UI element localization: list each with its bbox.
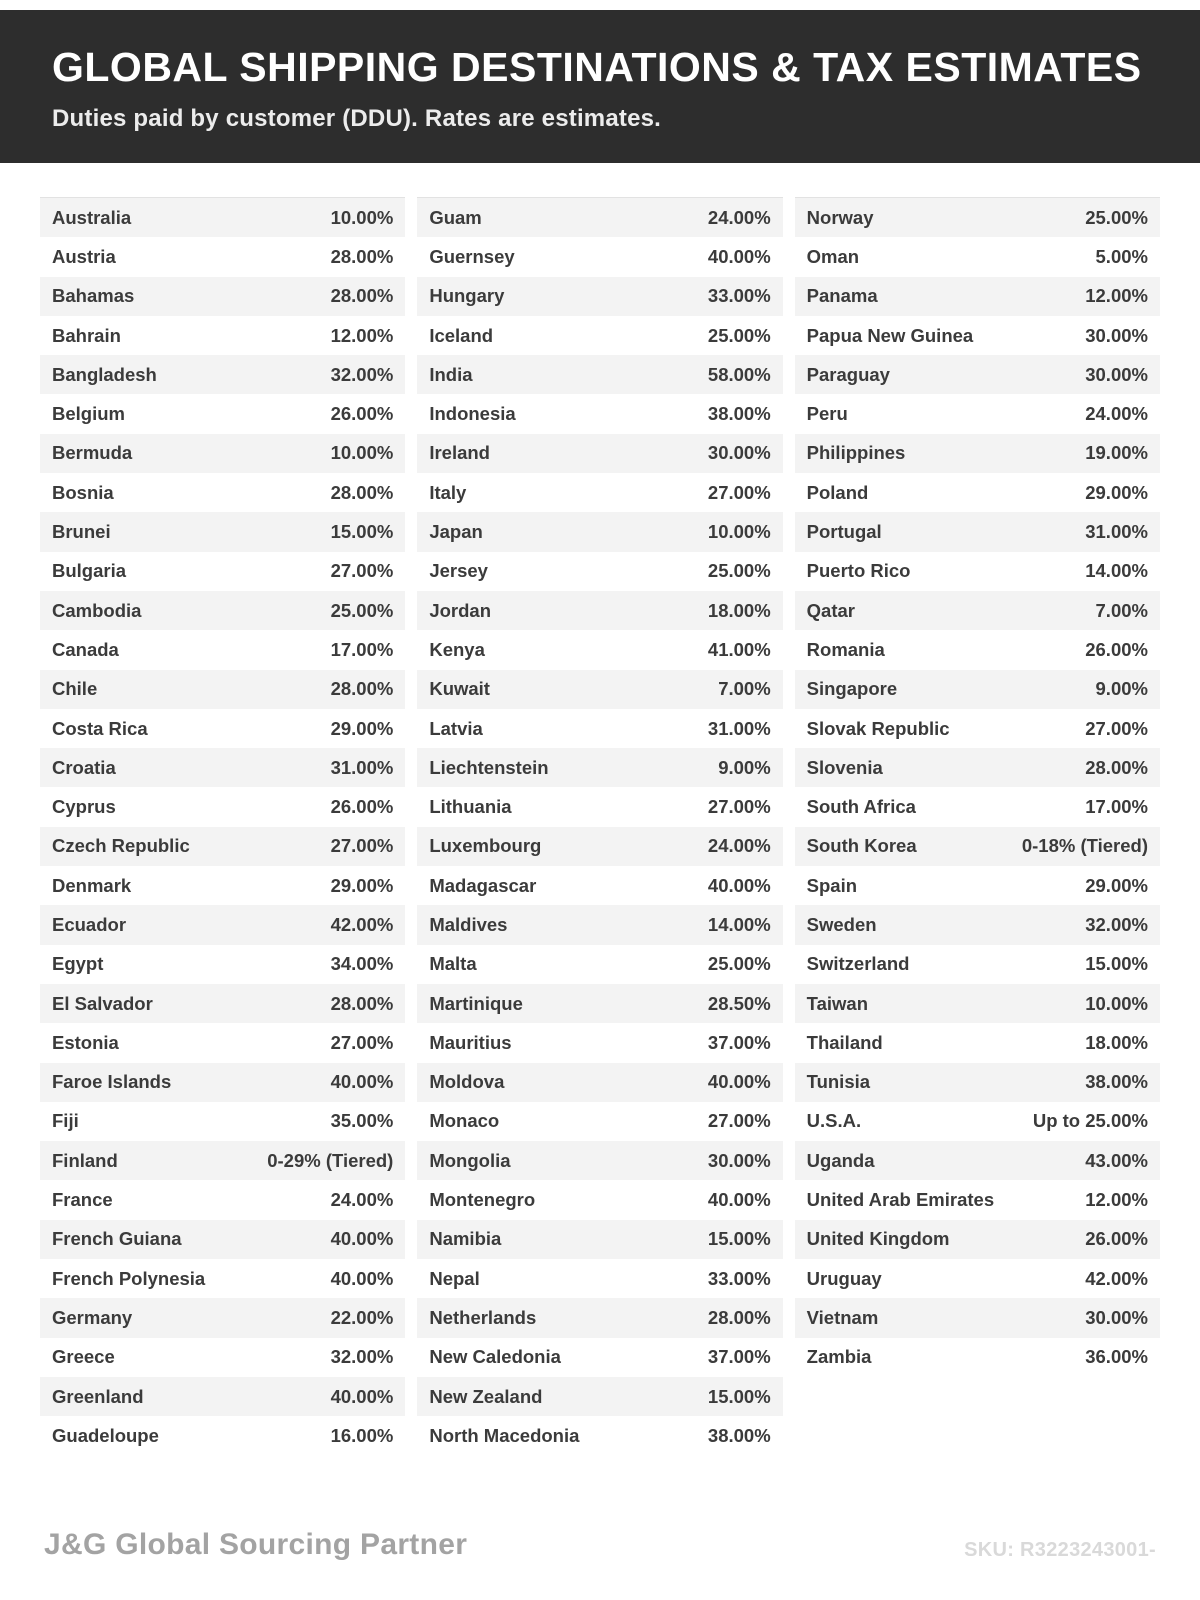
country-name: Moldova <box>429 1071 505 1093</box>
tax-rate: 5.00% <box>1095 245 1148 267</box>
table-row <box>40 1141 405 1180</box>
tax-rate: 31.00% <box>1085 521 1148 543</box>
table-row <box>417 748 782 787</box>
country-name: South Korea <box>806 835 917 857</box>
table-row <box>40 591 405 630</box>
country-name: Indonesia <box>429 403 516 425</box>
tax-rate: 27.00% <box>1085 717 1148 739</box>
table-row <box>795 787 1160 826</box>
table-row <box>795 1180 1160 1219</box>
table-row <box>417 1180 782 1219</box>
table-row <box>795 552 1160 591</box>
table-row <box>40 866 405 905</box>
tax-rate: 15.00% <box>707 1228 771 1250</box>
table-row <box>417 591 782 630</box>
tax-rate: 35.00% <box>330 1110 394 1132</box>
tax-rate: 34.00% <box>330 953 394 975</box>
country-name: Spain <box>806 874 858 896</box>
tax-rate: 9.00% <box>1095 678 1148 700</box>
country-name: Cyprus <box>52 796 116 818</box>
country-name: Papua New Guinea <box>806 324 974 346</box>
tax-rate: 12.00% <box>1085 285 1148 307</box>
table-row <box>40 984 405 1023</box>
tax-rate: 25.00% <box>707 560 771 582</box>
table-row <box>417 198 782 237</box>
table-row <box>40 1338 405 1377</box>
country-name: Qatar <box>806 599 855 621</box>
table-row <box>40 394 405 433</box>
tax-rate: 38.00% <box>1085 1071 1148 1093</box>
table-row <box>40 1063 405 1102</box>
tax-rate: 27.00% <box>707 481 771 503</box>
tax-rate: 18.00% <box>707 599 771 621</box>
tax-rate: 32.00% <box>330 1346 394 1368</box>
tax-rate: 9.00% <box>718 756 771 778</box>
country-name: Germany <box>52 1306 133 1328</box>
table-row <box>40 316 405 355</box>
table-row <box>417 945 782 984</box>
tax-rate: 27.00% <box>330 1031 394 1053</box>
tax-rate: 16.00% <box>330 1424 394 1446</box>
tax-rate: 17.00% <box>1085 796 1148 818</box>
table-row <box>417 1338 782 1377</box>
tax-rate: 14.00% <box>707 913 771 935</box>
table-row <box>40 1220 405 1259</box>
table-row <box>417 905 782 944</box>
country-name: North Macedonia <box>429 1424 580 1446</box>
tax-rate: 19.00% <box>1085 442 1148 464</box>
tax-rate: 30.00% <box>1085 1306 1148 1328</box>
tax-rate: 15.00% <box>707 1385 771 1407</box>
tax-rate: 40.00% <box>707 1189 771 1211</box>
tax-rate: 40.00% <box>707 245 771 267</box>
table-row <box>40 355 405 394</box>
tax-rate: 31.00% <box>707 717 771 739</box>
country-name: Latvia <box>429 717 483 739</box>
tax-rate: 28.00% <box>707 1306 771 1328</box>
country-name: Ireland <box>429 442 490 464</box>
table-row <box>40 198 405 237</box>
table-row <box>417 473 782 512</box>
table-row <box>417 394 782 433</box>
table-row <box>795 905 1160 944</box>
table-row <box>795 355 1160 394</box>
country-name: Mongolia <box>429 1149 511 1171</box>
table-row <box>795 1102 1160 1141</box>
table-row <box>417 1063 782 1102</box>
country-name: Guam <box>429 206 482 228</box>
table-row <box>417 630 782 669</box>
country-name: Bermuda <box>52 442 133 464</box>
table-row <box>40 709 405 748</box>
country-name: Norway <box>806 206 874 228</box>
country-name: Jordan <box>429 599 492 621</box>
country-name: Paraguay <box>806 363 890 385</box>
table-row <box>795 709 1160 748</box>
country-name: Kuwait <box>429 678 490 700</box>
country-name: South Africa <box>806 796 916 818</box>
table-row <box>40 1259 405 1298</box>
table-row <box>795 1259 1160 1298</box>
tax-rate: 10.00% <box>1085 992 1148 1014</box>
country-name: Faroe Islands <box>52 1071 172 1093</box>
tax-rate: 43.00% <box>1085 1149 1148 1171</box>
tax-rate: 36.00% <box>1085 1346 1148 1368</box>
tax-rate: 25.00% <box>330 599 394 621</box>
country-name: Cambodia <box>52 599 142 621</box>
table-row <box>795 198 1160 237</box>
country-name: Bulgaria <box>52 560 127 582</box>
table-row <box>417 1259 782 1298</box>
table-row <box>40 1377 405 1416</box>
tax-rate: 24.00% <box>1085 403 1148 425</box>
tax-rate: 24.00% <box>707 835 771 857</box>
country-name: Estonia <box>52 1031 119 1053</box>
table-row <box>417 866 782 905</box>
country-name: Slovak Republic <box>806 717 950 739</box>
tax-rate: 30.00% <box>707 442 771 464</box>
country-name: Peru <box>806 403 848 425</box>
country-name: India <box>429 363 473 385</box>
tax-rate: Up to 25.00% <box>1032 1110 1148 1132</box>
tax-rate: 18.00% <box>1085 1031 1148 1053</box>
country-name: Zambia <box>806 1346 872 1368</box>
table-row <box>795 512 1160 551</box>
country-name: Nepal <box>429 1267 480 1289</box>
country-name: Singapore <box>806 678 898 700</box>
country-name: Sweden <box>806 913 877 935</box>
table-row <box>417 1141 782 1180</box>
table-row <box>40 473 405 512</box>
country-name: U.S.A. <box>806 1110 862 1132</box>
country-name: Bahamas <box>52 285 135 307</box>
country-name: Chile <box>52 678 98 700</box>
tax-rate: 28.00% <box>330 245 394 267</box>
tax-rate: 27.00% <box>707 796 771 818</box>
table-row <box>40 1298 405 1337</box>
country-name: Montenegro <box>429 1189 536 1211</box>
tax-rate: 7.00% <box>718 678 771 700</box>
tax-rate: 40.00% <box>330 1071 394 1093</box>
country-name: Australia <box>52 206 132 228</box>
country-name: Belgium <box>52 403 125 425</box>
tax-rate: 27.00% <box>330 835 394 857</box>
country-name: Czech Republic <box>52 835 190 857</box>
table-row <box>795 630 1160 669</box>
country-name: Netherlands <box>429 1306 537 1328</box>
rates-column <box>40 197 405 1456</box>
table-row <box>417 1102 782 1141</box>
page-footer <box>0 1528 1200 1562</box>
country-name: Philippines <box>806 442 906 464</box>
country-name: French Polynesia <box>52 1267 206 1289</box>
tax-rate: 40.00% <box>707 1071 771 1093</box>
country-name: Oman <box>806 245 860 267</box>
tax-rate: 30.00% <box>1085 363 1148 385</box>
tax-rate: 10.00% <box>330 206 394 228</box>
table-row <box>417 1220 782 1259</box>
country-name: Austria <box>52 245 116 267</box>
country-name: New Zealand <box>429 1385 543 1407</box>
tax-rate: 32.00% <box>330 363 394 385</box>
table-row <box>417 1023 782 1062</box>
tax-rate: 24.00% <box>330 1189 394 1211</box>
table-row <box>795 984 1160 1023</box>
country-name: Kenya <box>429 638 485 660</box>
tax-rate: 42.00% <box>1085 1267 1148 1289</box>
country-name: Greenland <box>52 1385 144 1407</box>
tax-rate: 27.00% <box>707 1110 771 1132</box>
tax-rate: 41.00% <box>707 638 771 660</box>
tax-rate: 37.00% <box>707 1031 771 1053</box>
table-row <box>40 748 405 787</box>
table-row <box>40 945 405 984</box>
country-name: Poland <box>806 481 869 503</box>
country-name: United Kingdom <box>806 1228 950 1250</box>
tax-rate: 58.00% <box>707 363 771 385</box>
tax-rate: 25.00% <box>707 324 771 346</box>
tax-rate: 26.00% <box>1085 1228 1148 1250</box>
rates-columns <box>0 197 1200 1456</box>
tax-rate: 40.00% <box>707 874 771 896</box>
tax-rate: 26.00% <box>1085 638 1148 660</box>
country-name: France <box>52 1189 113 1211</box>
country-name: Canada <box>52 638 119 660</box>
country-name: French Guiana <box>52 1228 182 1250</box>
rates-column <box>417 197 782 1456</box>
country-name: Switzerland <box>806 953 910 975</box>
tax-rate: 12.00% <box>330 324 394 346</box>
country-name: Slovenia <box>806 756 883 778</box>
country-name: Martinique <box>429 992 523 1014</box>
country-name: El Salvador <box>52 992 153 1014</box>
page-title: GLOBAL SHIPPING DESTINATIONS & TAX ESTIMATES <box>52 44 1142 90</box>
table-row <box>417 787 782 826</box>
country-name: Uganda <box>806 1149 875 1171</box>
country-name: Guernsey <box>429 245 515 267</box>
country-name: Bahrain <box>52 324 121 346</box>
tax-rate: 29.00% <box>1085 481 1148 503</box>
country-name: Romania <box>806 638 885 660</box>
tax-rate: 17.00% <box>330 638 394 660</box>
page-header <box>0 10 1200 163</box>
table-row <box>417 552 782 591</box>
table-row <box>795 277 1160 316</box>
tax-rate: 40.00% <box>330 1228 394 1250</box>
country-name: Maldives <box>429 913 508 935</box>
country-name: Iceland <box>429 324 494 346</box>
country-name: Guadeloupe <box>52 1424 159 1446</box>
country-name: Hungary <box>429 285 505 307</box>
country-name: Bangladesh <box>52 363 157 385</box>
country-name: Japan <box>429 521 483 543</box>
tax-rate: 25.00% <box>1085 206 1148 228</box>
tax-rate: 28.00% <box>330 481 394 503</box>
table-row <box>795 748 1160 787</box>
table-row <box>417 1377 782 1416</box>
country-name: Thailand <box>806 1031 883 1053</box>
country-name: Costa Rica <box>52 717 148 739</box>
table-row <box>40 277 405 316</box>
tax-rate: 0-29% (Tiered) <box>267 1149 394 1171</box>
country-name: Luxembourg <box>429 835 542 857</box>
country-name: Greece <box>52 1346 115 1368</box>
page-subtitle: Duties paid by customer (DDU). Rates are estimates. <box>52 105 662 132</box>
table-row <box>795 316 1160 355</box>
table-row <box>40 630 405 669</box>
country-name: Tunisia <box>806 1071 871 1093</box>
country-name: Taiwan <box>806 992 868 1014</box>
table-row <box>795 1141 1160 1180</box>
table-row <box>40 905 405 944</box>
tax-rate: 26.00% <box>330 796 394 818</box>
tax-rate: 40.00% <box>330 1385 394 1407</box>
table-row <box>417 277 782 316</box>
country-name: Portugal <box>806 521 882 543</box>
tax-rate: 33.00% <box>707 1267 771 1289</box>
country-name: Egypt <box>52 953 104 975</box>
country-name: Fiji <box>52 1110 79 1132</box>
tax-rate: 12.00% <box>1085 1189 1148 1211</box>
country-name: Denmark <box>52 874 132 896</box>
tax-rate: 38.00% <box>707 403 771 425</box>
tax-rate: 10.00% <box>330 442 394 464</box>
table-row <box>795 591 1160 630</box>
tax-rate: 29.00% <box>1085 874 1148 896</box>
country-name: United Arab Emirates <box>806 1189 995 1211</box>
tax-rate: 40.00% <box>330 1267 394 1289</box>
table-row <box>795 1063 1160 1102</box>
tax-rate: 26.00% <box>330 403 394 425</box>
table-row <box>795 827 1160 866</box>
table-row <box>795 670 1160 709</box>
country-name: Bosnia <box>52 481 114 503</box>
table-row <box>40 1023 405 1062</box>
tax-rate: 30.00% <box>707 1149 771 1171</box>
table-row <box>417 709 782 748</box>
table-row <box>40 787 405 826</box>
table-row <box>417 434 782 473</box>
table-row <box>40 1102 405 1141</box>
country-name: New Caledonia <box>429 1346 561 1368</box>
table-row <box>40 512 405 551</box>
tax-rate: 15.00% <box>1085 953 1148 975</box>
table-row <box>795 945 1160 984</box>
table-row <box>417 355 782 394</box>
tax-rate: 0-18% (Tiered) <box>1021 835 1148 857</box>
tax-rate: 32.00% <box>1085 913 1148 935</box>
table-row <box>795 237 1160 276</box>
tax-rate: 29.00% <box>330 717 394 739</box>
tax-rate: 28.50% <box>707 992 771 1014</box>
table-row <box>417 827 782 866</box>
table-row <box>417 670 782 709</box>
tax-rate: 28.00% <box>330 678 394 700</box>
country-name: Lithuania <box>429 796 512 818</box>
tax-rate: 24.00% <box>707 206 771 228</box>
table-row <box>417 237 782 276</box>
tax-rate: 22.00% <box>330 1306 394 1328</box>
country-name: Liechtenstein <box>429 756 549 778</box>
table-row <box>417 316 782 355</box>
country-name: Jersey <box>429 560 488 582</box>
tax-rate: 25.00% <box>707 953 771 975</box>
country-name: Namibia <box>429 1228 502 1250</box>
country-name: Uruguay <box>806 1267 882 1289</box>
table-row <box>417 984 782 1023</box>
table-row <box>795 394 1160 433</box>
table-row <box>417 1298 782 1337</box>
table-row <box>795 866 1160 905</box>
table-row <box>40 827 405 866</box>
tax-rate: 29.00% <box>330 874 394 896</box>
country-name: Ecuador <box>52 913 127 935</box>
brand-name: J&G Global Sourcing Partner <box>44 1528 468 1561</box>
tax-rate: 31.00% <box>330 756 394 778</box>
table-row <box>40 1416 405 1455</box>
country-name: Finland <box>52 1149 118 1171</box>
table-row <box>40 552 405 591</box>
country-name: Puerto Rico <box>806 560 911 582</box>
table-row <box>40 434 405 473</box>
tax-rate: 14.00% <box>1085 560 1148 582</box>
rates-column <box>795 197 1160 1377</box>
country-name: Madagascar <box>429 874 537 896</box>
country-name: Brunei <box>52 521 111 543</box>
tax-rate: 33.00% <box>707 285 771 307</box>
tax-rate: 28.00% <box>1085 756 1148 778</box>
tax-rate: 42.00% <box>330 913 394 935</box>
table-row <box>40 670 405 709</box>
country-name: Malta <box>429 953 477 975</box>
country-name: Mauritius <box>429 1031 512 1053</box>
country-name: Italy <box>429 481 467 503</box>
table-row <box>417 512 782 551</box>
table-row <box>795 1220 1160 1259</box>
tax-rate: 38.00% <box>707 1424 771 1446</box>
table-row <box>795 1023 1160 1062</box>
country-name: Panama <box>806 285 878 307</box>
tax-rate: 15.00% <box>330 521 394 543</box>
country-name: Vietnam <box>806 1306 879 1328</box>
table-row <box>795 473 1160 512</box>
table-row <box>795 1298 1160 1337</box>
tax-rate: 28.00% <box>330 285 394 307</box>
tax-rate: 10.00% <box>707 521 771 543</box>
tax-rate: 7.00% <box>1095 599 1148 621</box>
country-name: Monaco <box>429 1110 500 1132</box>
table-row <box>40 237 405 276</box>
table-row <box>40 1180 405 1219</box>
tax-rate: 30.00% <box>1085 324 1148 346</box>
table-row <box>795 1338 1160 1377</box>
tax-rate: 37.00% <box>707 1346 771 1368</box>
country-name: Croatia <box>52 756 116 778</box>
sku-label: SKU: R3223243001- <box>964 1539 1156 1561</box>
tax-rate: 28.00% <box>330 992 394 1014</box>
table-row <box>417 1416 782 1455</box>
tax-rate: 27.00% <box>330 560 394 582</box>
table-row <box>795 434 1160 473</box>
